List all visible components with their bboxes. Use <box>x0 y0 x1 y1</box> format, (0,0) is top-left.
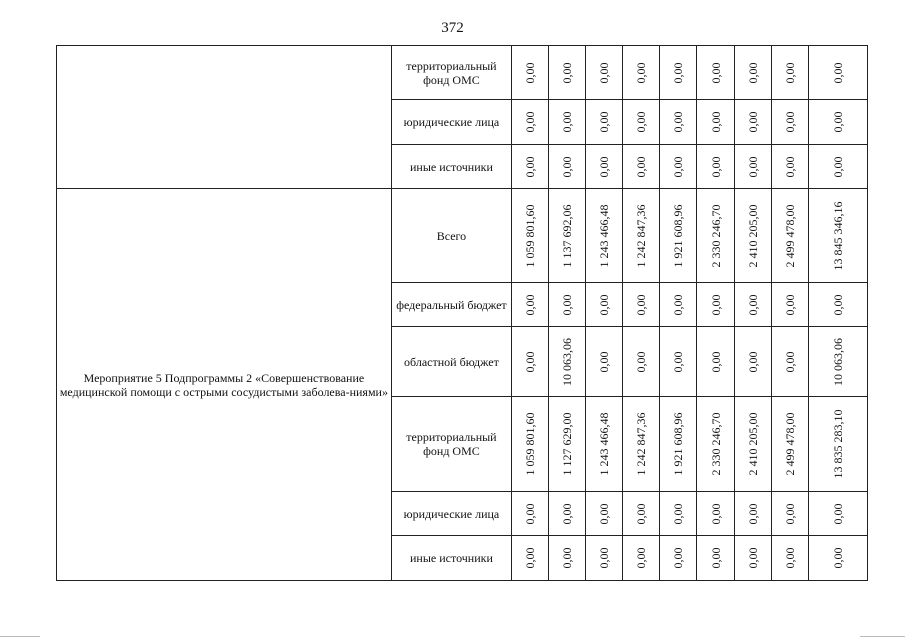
value-cell <box>586 283 623 327</box>
value-cell <box>734 100 771 145</box>
value-cell <box>623 145 660 189</box>
funding-source-cell: территориальный фонд ОМС <box>391 397 511 492</box>
value-text: 1 242 847,36 <box>634 204 649 267</box>
value-text: 0,00 <box>745 156 760 177</box>
value-text: 0,00 <box>708 503 723 524</box>
value-text: 1 059 801,60 <box>523 204 538 267</box>
value-text: 1 243 466,48 <box>597 204 612 267</box>
value-cell <box>512 536 549 581</box>
value-text: 0,00 <box>830 111 845 133</box>
value-cell <box>623 397 660 492</box>
value-text: 0,00 <box>523 156 538 177</box>
value-text: 0,00 <box>782 503 797 524</box>
value-text: 0,00 <box>671 111 686 133</box>
value-cell <box>660 492 697 536</box>
value-cell <box>697 397 734 492</box>
value-text: 0,00 <box>782 62 797 83</box>
value-text: 0,00 <box>634 62 649 83</box>
value-cell <box>549 492 586 536</box>
value-text: 1 242 847,36 <box>634 412 649 476</box>
value-cell <box>771 283 808 327</box>
event-name-cell: Мероприятие 5 Подпрограммы 2 «Совершенствование медицинской помощи с острыми сосудистыми заболева-ниями» <box>57 189 392 581</box>
funding-source-cell: иные источники <box>391 536 511 581</box>
value-cell <box>623 100 660 145</box>
value-text: 0,00 <box>708 156 723 177</box>
value-cell <box>660 283 697 327</box>
value-cell <box>586 189 623 283</box>
value-text: 0,00 <box>597 503 612 524</box>
value-text: 0,00 <box>708 351 723 372</box>
funding-source-cell: федеральный бюджет <box>391 283 511 327</box>
funding-source-cell: Всего <box>391 189 511 283</box>
funding-source-cell: иные источники <box>391 145 511 189</box>
value-cell <box>771 100 808 145</box>
value-text: 0,00 <box>830 62 845 83</box>
value-cell <box>660 189 697 283</box>
value-text: 0,00 <box>708 547 723 569</box>
value-cell <box>623 189 660 283</box>
value-text: 0,00 <box>782 156 797 177</box>
value-cell <box>734 283 771 327</box>
value-cell <box>808 283 867 327</box>
value-cell <box>512 46 549 100</box>
value-cell <box>697 189 734 283</box>
value-text: 0,00 <box>671 156 686 177</box>
table-row <box>57 189 868 283</box>
value-cell <box>697 100 734 145</box>
value-text: 2 499 478,00 <box>782 204 797 267</box>
value-text: 0,00 <box>597 156 612 177</box>
budget-table <box>56 45 868 581</box>
value-text: 0,00 <box>560 294 575 315</box>
value-cell <box>549 189 586 283</box>
value-cell <box>808 189 867 283</box>
value-cell <box>512 327 549 397</box>
scan-artifact <box>0 636 40 637</box>
value-text: 0,00 <box>708 111 723 133</box>
value-cell <box>660 536 697 581</box>
value-text: 0,00 <box>708 294 723 315</box>
value-cell <box>660 145 697 189</box>
value-cell <box>734 492 771 536</box>
value-text: 0,00 <box>560 156 575 177</box>
page-number: 372 <box>441 20 464 36</box>
value-text: 0,00 <box>523 111 538 133</box>
value-cell <box>697 327 734 397</box>
value-cell <box>734 189 771 283</box>
value-cell <box>512 189 549 283</box>
value-text: 0,00 <box>597 547 612 569</box>
value-cell <box>660 327 697 397</box>
value-text: 0,00 <box>634 111 649 133</box>
value-cell <box>808 536 867 581</box>
value-cell <box>734 46 771 100</box>
funding-source-cell: областной бюджет <box>391 327 511 397</box>
value-text: 0,00 <box>634 503 649 524</box>
value-text: 2 330 246,70 <box>708 412 723 476</box>
value-text: 0,00 <box>523 547 538 569</box>
value-cell <box>697 145 734 189</box>
value-cell <box>808 145 867 189</box>
value-text: 0,00 <box>830 294 845 315</box>
value-text: 0,00 <box>671 503 686 524</box>
value-cell <box>549 397 586 492</box>
value-cell <box>660 100 697 145</box>
value-cell <box>771 492 808 536</box>
scan-artifact <box>860 636 905 637</box>
value-text: 0,00 <box>745 62 760 83</box>
value-text: 0,00 <box>597 294 612 315</box>
value-text: 0,00 <box>523 503 538 524</box>
value-cell <box>734 327 771 397</box>
value-text: 0,00 <box>560 62 575 83</box>
value-cell <box>697 536 734 581</box>
value-cell <box>771 189 808 283</box>
value-text: 13 845 346,16 <box>830 201 845 270</box>
funding-source-cell: юридические лица <box>391 492 511 536</box>
value-cell <box>660 397 697 492</box>
value-text: 0,00 <box>782 294 797 315</box>
value-cell <box>586 397 623 492</box>
value-text: 0,00 <box>782 547 797 569</box>
value-cell <box>808 46 867 100</box>
funding-source-cell: юридические лица <box>391 100 511 145</box>
value-text: 0,00 <box>523 294 538 315</box>
value-cell <box>512 145 549 189</box>
value-cell <box>549 46 586 100</box>
value-cell <box>771 536 808 581</box>
value-cell <box>586 46 623 100</box>
value-cell <box>549 327 586 397</box>
value-cell <box>512 283 549 327</box>
value-cell <box>586 100 623 145</box>
value-cell <box>697 492 734 536</box>
value-text: 1 243 466,48 <box>597 412 612 476</box>
value-text: 0,00 <box>830 503 845 524</box>
value-text: 0,00 <box>830 156 845 177</box>
value-cell <box>808 492 867 536</box>
value-cell <box>771 397 808 492</box>
value-text: 1 137 692,06 <box>560 204 575 267</box>
value-cell <box>549 536 586 581</box>
value-cell <box>808 397 867 492</box>
value-cell <box>549 283 586 327</box>
value-cell <box>586 536 623 581</box>
value-cell <box>512 100 549 145</box>
value-text: 10 063,06 <box>830 337 845 386</box>
value-text: 0,00 <box>745 111 760 133</box>
value-text: 1 921 608,96 <box>671 412 686 476</box>
value-cell <box>660 46 697 100</box>
value-text: 0,00 <box>671 351 686 372</box>
funding-source-cell: территориальный фонд ОМС <box>391 46 511 100</box>
value-cell <box>697 46 734 100</box>
value-cell <box>512 397 549 492</box>
event-name-cell <box>57 46 392 189</box>
value-cell <box>586 145 623 189</box>
value-text: 0,00 <box>597 351 612 372</box>
value-cell <box>586 492 623 536</box>
value-cell <box>623 46 660 100</box>
value-text: 0,00 <box>671 294 686 315</box>
value-cell <box>623 536 660 581</box>
value-text: 2 410 205,00 <box>745 204 760 267</box>
value-text: 0,00 <box>708 62 723 83</box>
value-text: 0,00 <box>782 111 797 133</box>
value-cell <box>623 283 660 327</box>
value-cell <box>734 536 771 581</box>
value-text: 0,00 <box>560 111 575 133</box>
value-cell <box>734 145 771 189</box>
value-cell <box>808 100 867 145</box>
value-cell <box>623 327 660 397</box>
value-text: 0,00 <box>634 547 649 569</box>
value-text: 2 499 478,00 <box>782 412 797 476</box>
value-text: 1 127 629,00 <box>560 412 575 476</box>
value-text: 10 063,06 <box>560 337 575 386</box>
value-cell <box>586 327 623 397</box>
value-cell <box>512 492 549 536</box>
value-cell <box>771 46 808 100</box>
value-text: 0,00 <box>745 351 760 372</box>
value-cell <box>549 100 586 145</box>
value-text: 0,00 <box>560 547 575 569</box>
value-text: 0,00 <box>597 111 612 133</box>
value-cell <box>771 145 808 189</box>
value-text: 0,00 <box>560 503 575 524</box>
value-text: 0,00 <box>523 351 538 372</box>
value-text: 13 835 283,10 <box>830 409 845 479</box>
value-text: 0,00 <box>745 547 760 569</box>
value-cell <box>771 327 808 397</box>
value-text: 0,00 <box>830 547 845 569</box>
value-cell <box>734 397 771 492</box>
value-text: 0,00 <box>671 62 686 83</box>
table-row <box>57 46 868 100</box>
value-cell <box>697 283 734 327</box>
value-text: 0,00 <box>523 62 538 83</box>
value-text: 2 410 205,00 <box>745 412 760 476</box>
value-text: 2 330 246,70 <box>708 204 723 267</box>
value-text: 0,00 <box>634 351 649 372</box>
value-text: 0,00 <box>634 294 649 315</box>
value-text: 1 921 608,96 <box>671 204 686 267</box>
value-cell <box>808 327 867 397</box>
value-text: 0,00 <box>671 547 686 569</box>
value-text: 1 059 801,60 <box>523 412 538 476</box>
value-text: 0,00 <box>745 503 760 524</box>
value-text: 0,00 <box>634 156 649 177</box>
value-text: 0,00 <box>782 351 797 372</box>
value-text: 0,00 <box>745 294 760 315</box>
value-cell <box>549 145 586 189</box>
value-cell <box>623 492 660 536</box>
value-text: 0,00 <box>597 62 612 83</box>
